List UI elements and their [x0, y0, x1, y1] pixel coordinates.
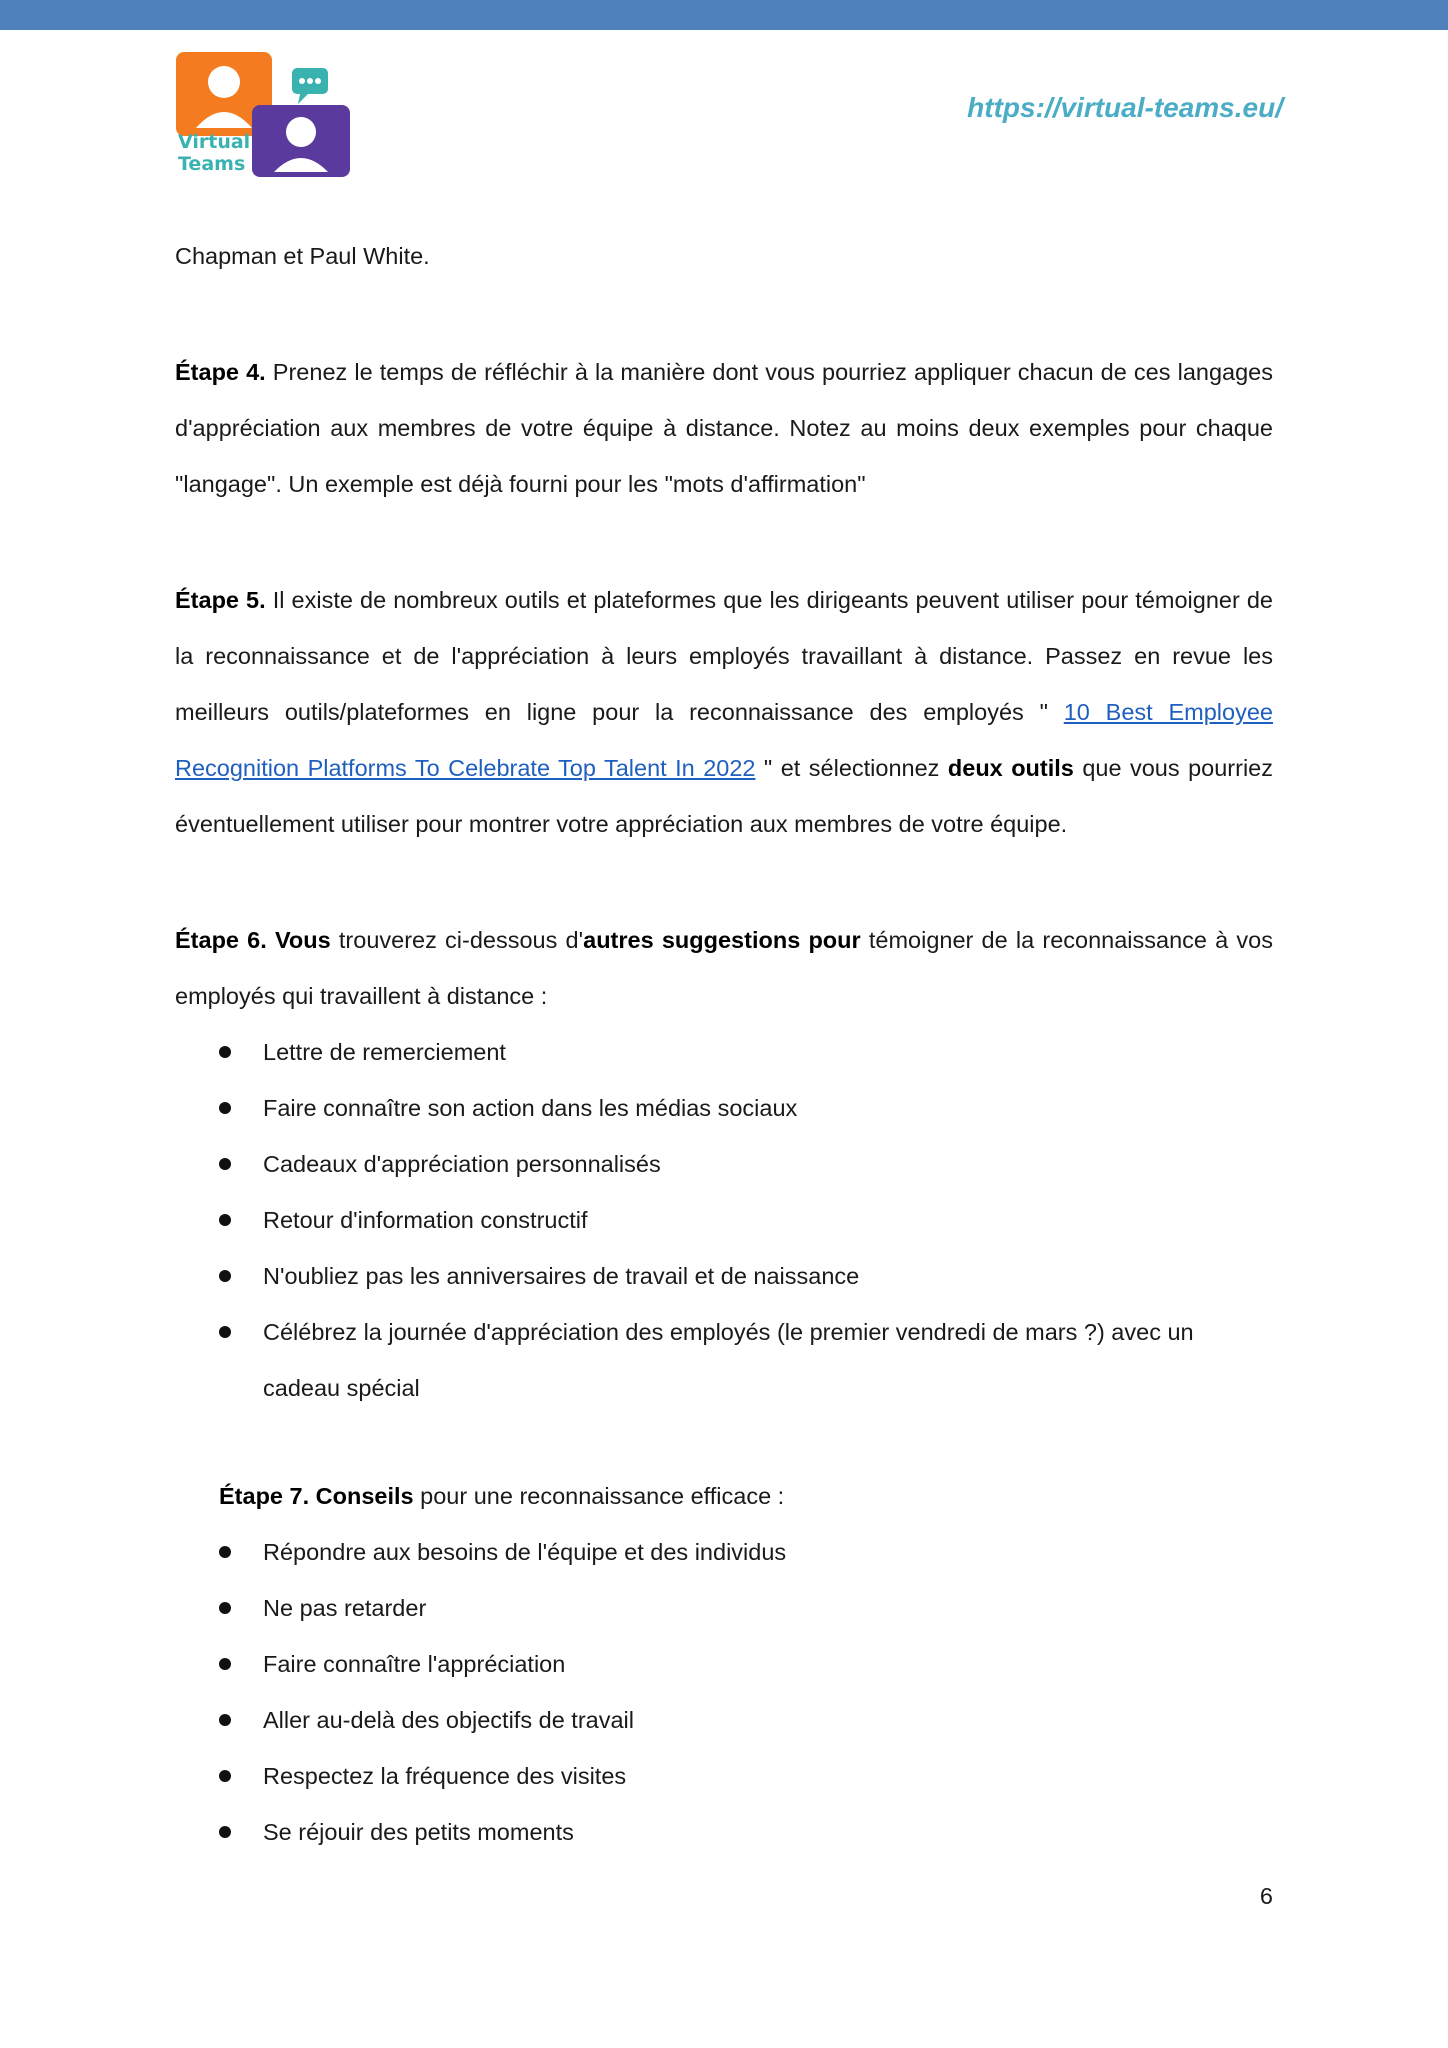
step-5-bold: deux outils	[947, 755, 1074, 781]
step-5-paragraph	[175, 572, 1273, 852]
list-item: Ne pas retarder	[175, 1580, 1273, 1636]
list-item: Célébrez la journée d'appréciation des employés (le premier vendredi de mars ?) avec un cadeau spécial	[175, 1304, 1273, 1416]
bullet-icon	[219, 1714, 231, 1726]
list-item: Se réjouir des petits moments	[175, 1804, 1273, 1860]
step-4-text: Prenez le temps de réfléchir à la manière dont vous pourriez appliquer chacun de ces langages d'appréciation aux membres de votre équipe à distance. Notez au moins deux exemples pour chaque "langage". Un exemple est déjà fourni pour les "mots d'affirmation"	[175, 359, 1273, 497]
step-7-text: pour une reconnaissance efficace :	[413, 1483, 785, 1509]
step-6-bold-1: Vous	[266, 927, 331, 953]
list-item: Lettre de remerciement	[175, 1024, 1273, 1080]
bullet-icon	[219, 1102, 231, 1114]
step-7-label: Étape 7. Conseils	[219, 1483, 414, 1509]
bullet-icon	[219, 1658, 231, 1670]
list-item: N'oubliez pas les anniversaires de travail et de naissance	[175, 1248, 1273, 1304]
list-item: Cadeaux d'appréciation personnalisés	[175, 1136, 1273, 1192]
bullet-icon	[219, 1214, 231, 1226]
step-5-text-after: que vous pourriez éventuellement utiliser pour montrer votre appréciation aux membres de votre équipe.	[175, 755, 1273, 837]
step-6-bold-2: autres suggestions pour	[583, 927, 861, 953]
step-6-suggestions-list	[175, 1024, 1273, 1416]
virtual-teams-logo	[174, 50, 354, 180]
logo-text-line1: Virtual	[178, 131, 251, 153]
bullet-icon	[219, 1158, 231, 1170]
page-number: 6	[1259, 1883, 1273, 1909]
list-item: Respectez la fréquence des visites	[175, 1748, 1273, 1804]
step-5-label: Étape 5.	[175, 587, 266, 613]
step-4-label: Étape 4.	[175, 359, 266, 385]
step-5-text-middle: " et sélectionnez	[755, 755, 948, 781]
top-color-bar	[0, 0, 1448, 30]
list-item: Retour d'information constructif	[175, 1192, 1273, 1248]
step-5-text-before: Il existe de nombreux outils et plateformes que les dirigeants peuvent utiliser pour témoigner de la reconnaissance et de l'appréciation à leurs employés travaillant à distance. Passez en revue les meilleurs outils/plateformes en ligne pour la reconnaissance des employés "	[175, 587, 1273, 725]
site-url-link[interactable]: https://virtual-teams.eu/	[967, 92, 1283, 123]
bullet-icon	[219, 1046, 231, 1058]
employee-recognition-platforms-link[interactable]: 10 Best Employee Recognition Platforms To Celebrate Top Talent In 2022	[175, 699, 1273, 781]
document-body	[175, 228, 1273, 1860]
bullet-icon	[219, 1602, 231, 1614]
step-6-text-1: trouverez ci-dessous d'	[330, 927, 584, 953]
list-item: Aller au-delà des objectifs de travail	[175, 1692, 1273, 1748]
bullet-icon	[219, 1826, 231, 1838]
list-item: Répondre aux besoins de l'équipe et des individus	[175, 1524, 1273, 1580]
logo-text-line2: Teams	[178, 153, 246, 175]
step-6-text-2: témoigner de la reconnaissance à vos employés qui travaillent à distance :	[175, 927, 1273, 1009]
list-item: Faire connaître son action dans les médias sociaux	[175, 1080, 1273, 1136]
bullet-icon	[219, 1770, 231, 1782]
bullet-icon	[219, 1326, 231, 1338]
step-7-tips-list	[175, 1524, 1273, 1860]
step-4-paragraph	[175, 344, 1273, 512]
step-6-paragraph	[175, 912, 1273, 1024]
step-6-label: Étape 6.	[175, 927, 267, 953]
step-7-paragraph	[175, 1468, 1273, 1524]
intro-paragraph: Chapman et Paul White.	[175, 243, 430, 269]
bullet-icon	[219, 1546, 231, 1558]
bullet-icon	[219, 1270, 231, 1282]
list-item: Faire connaître l'appréciation	[175, 1636, 1273, 1692]
